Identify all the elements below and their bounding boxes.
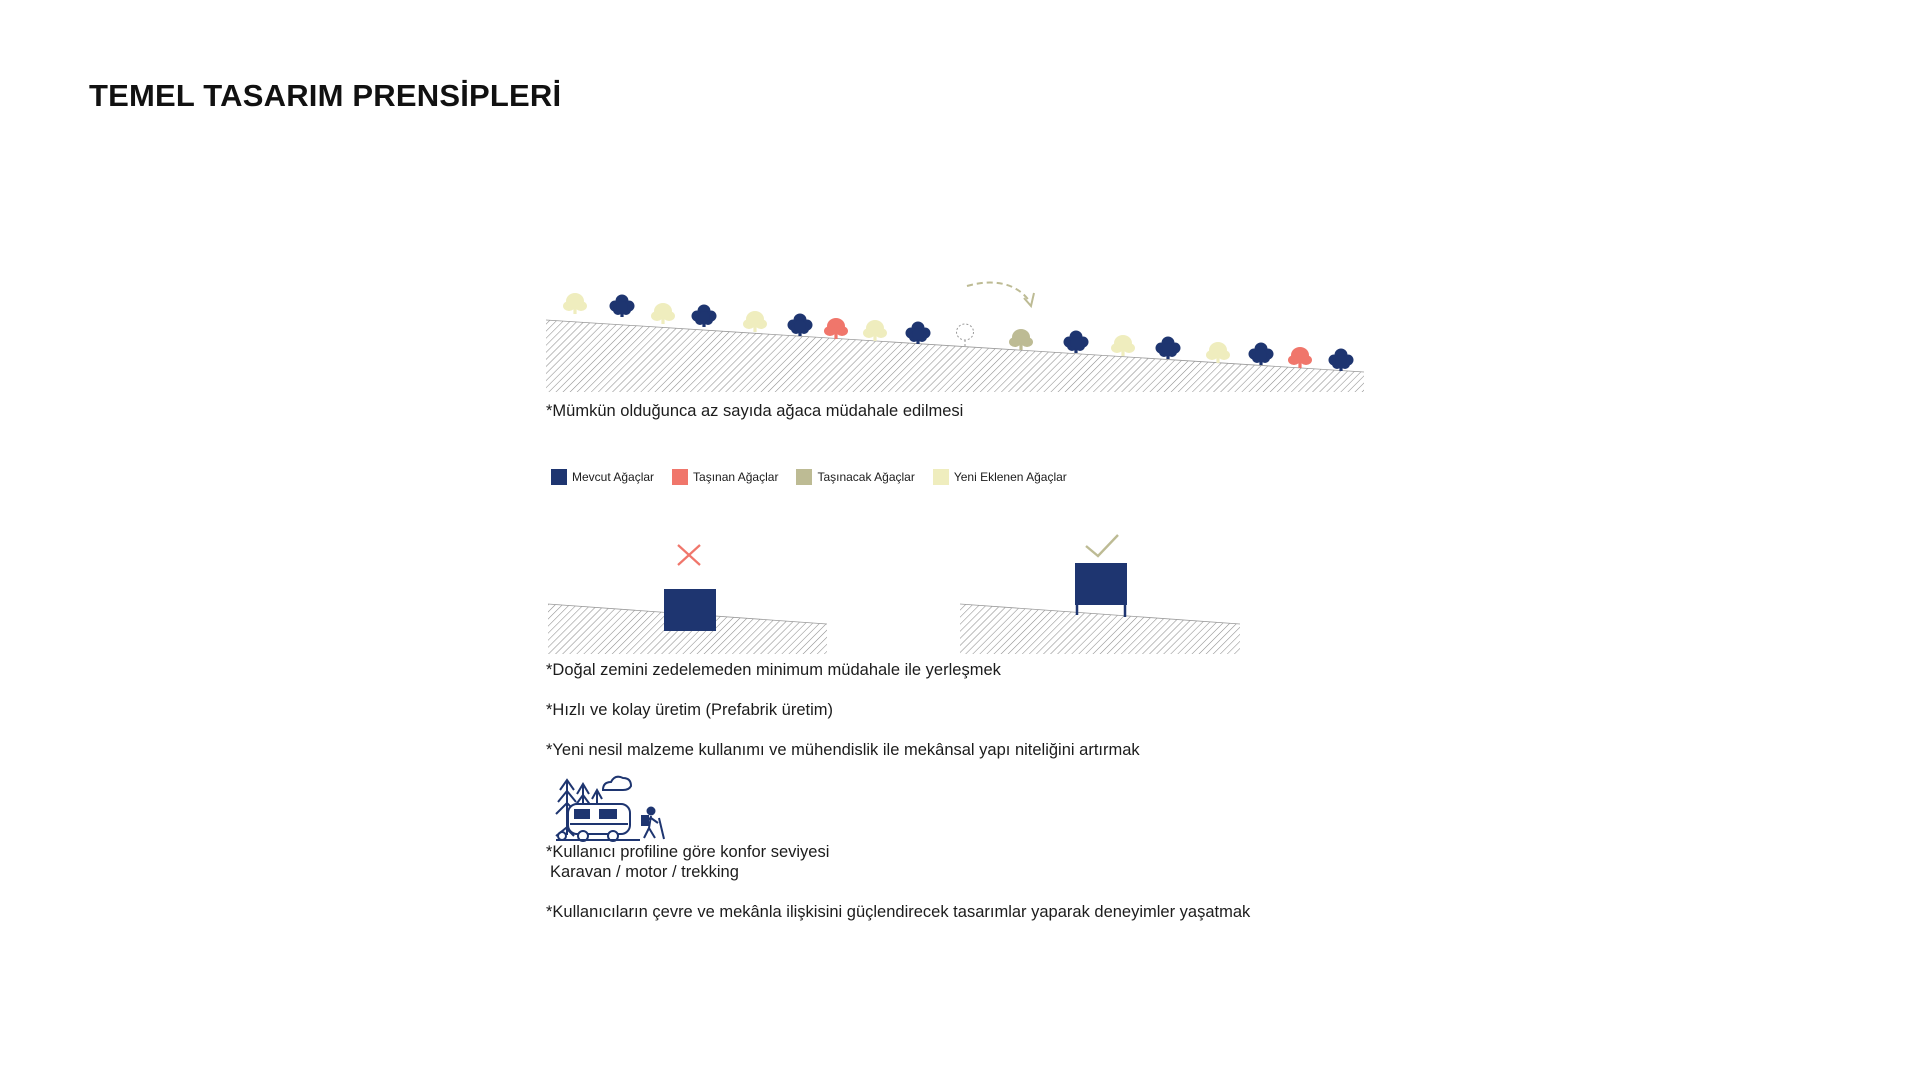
page-title: TEMEL TASARIM PRENSİPLERİ bbox=[89, 78, 562, 113]
tree-new bbox=[863, 320, 887, 341]
tree-to-move bbox=[1009, 329, 1033, 350]
tree-existing bbox=[692, 305, 717, 328]
tree-removed-outline bbox=[957, 324, 974, 348]
building-block-raised bbox=[1075, 563, 1127, 605]
note-user-profiles: Karavan / motor / trekking bbox=[550, 863, 739, 881]
terrain-wrong-placement bbox=[548, 545, 827, 654]
legend-label: Taşınacak Ağaçlar bbox=[817, 470, 915, 484]
tree-existing bbox=[610, 295, 635, 318]
legend-swatch bbox=[796, 469, 812, 485]
legend-item-new bbox=[933, 469, 1067, 485]
note-new-materials: *Yeni nesil malzeme kullanımı ve mühendislik ile mekânsal yapı niteliğini artırmak bbox=[546, 741, 1140, 759]
note-experience: *Kullanıcıların çevre ve mekânla ilişkisini güçlendirecek tasarımlar yaparak deneyimler yaşatmak bbox=[546, 903, 1251, 921]
tree-relocated bbox=[824, 318, 848, 339]
legend-label: Mevcut Ağaçlar bbox=[572, 470, 655, 484]
tree-existing bbox=[1156, 337, 1181, 360]
terrain-slope-trees bbox=[546, 320, 1364, 392]
legend-label: Taşınan Ağaçlar bbox=[693, 470, 779, 484]
tree-new bbox=[1111, 335, 1135, 356]
tree-new bbox=[743, 311, 767, 332]
note-natural-ground: *Doğal zemini zedelemeden minimum müdahale ile yerleşmek bbox=[546, 661, 1001, 679]
tree-existing bbox=[1249, 343, 1274, 366]
tree-new bbox=[651, 303, 675, 324]
legend-swatch bbox=[672, 469, 688, 485]
legend-swatch bbox=[933, 469, 949, 485]
legend-item-existing bbox=[551, 469, 654, 485]
hiker-icon bbox=[642, 808, 664, 840]
tree-existing bbox=[788, 314, 813, 337]
building-block-embedded bbox=[664, 589, 716, 631]
tree-existing bbox=[906, 322, 931, 345]
checkmark-icon bbox=[1086, 535, 1118, 556]
legend-item-relocated bbox=[672, 469, 778, 485]
legend-label: Yeni Eklenen Ağaçlar bbox=[953, 470, 1067, 484]
tree-relocated bbox=[1288, 347, 1312, 368]
tree-existing bbox=[1064, 331, 1089, 354]
relocation-arrow-icon bbox=[967, 283, 1034, 306]
note-prefab: *Hızlı ve kolay üretim (Prefabrik üretim) bbox=[546, 701, 833, 719]
legend-swatch bbox=[551, 469, 567, 485]
tree-new bbox=[1206, 342, 1230, 363]
cross-icon bbox=[678, 545, 700, 565]
terrain-right-placement bbox=[960, 535, 1240, 654]
caravan-icon bbox=[556, 777, 640, 841]
legend-item-to-move bbox=[796, 469, 914, 485]
tree-new bbox=[563, 293, 587, 314]
note-minimal-tree-intervention: *Mümkün olduğunca az sayıda ağaca müdahale edilmesi bbox=[546, 402, 964, 420]
tree-legend bbox=[551, 467, 1085, 487]
note-comfort-level: *Kullanıcı profiline göre konfor seviyesi bbox=[546, 843, 830, 861]
tree-existing bbox=[1329, 349, 1354, 372]
